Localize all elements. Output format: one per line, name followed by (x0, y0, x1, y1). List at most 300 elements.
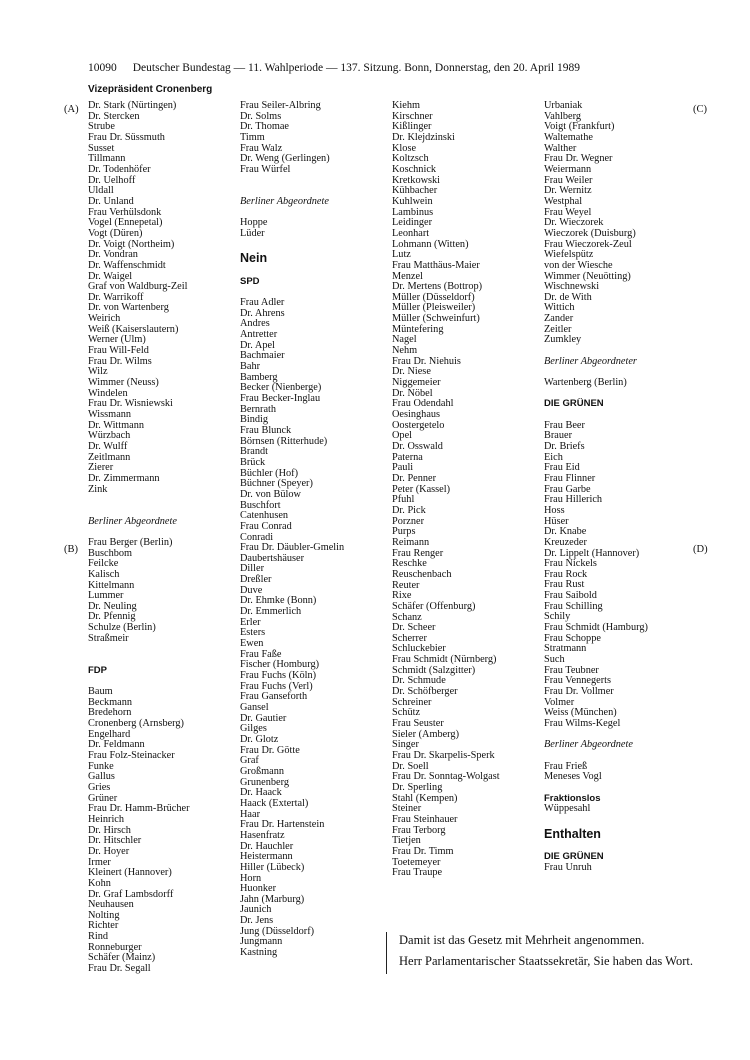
margin-marker-c: (C) (693, 104, 707, 115)
member-name: Eich (544, 451, 563, 463)
member-name: Wiefelspütz (544, 249, 594, 261)
member-name: Kreuzeder (544, 536, 587, 548)
member-name: Zeitler (544, 323, 572, 335)
nein-heading: Nein (240, 251, 268, 266)
member-name: Dr. Schmude (392, 675, 446, 687)
member-name: Dr. Vondran (88, 249, 138, 261)
member-name: Koltzsch (392, 153, 429, 165)
member-name: Niggemeier (392, 377, 441, 389)
member-name: Vogel (Ennepetal) (88, 217, 163, 229)
member-name: Zander (544, 313, 574, 325)
member-name: Schreiner (392, 696, 432, 708)
member-name: Diller (240, 563, 265, 575)
member-name: Steiner (392, 803, 422, 815)
column-2 (240, 101, 344, 959)
member-name: Frau Unruh (544, 861, 592, 873)
member-name: Frau Adler (240, 297, 285, 309)
member-name: Kuhlwein (392, 195, 433, 207)
member-name: Dr. Wittmann (88, 419, 145, 431)
member-name: Müntefering (392, 323, 444, 335)
member-name: Hüser (544, 515, 569, 527)
member-name: Frau Dr. Hartenstein (240, 819, 325, 831)
member-name: Wittich (544, 302, 575, 314)
member-name: Gilges (240, 723, 267, 735)
member-name: Lutz (392, 249, 411, 261)
member-name: Bamberg (240, 371, 278, 383)
member-name: Dr. Osswald (392, 441, 443, 452)
member-name: Jaunich (240, 904, 272, 916)
member-name: Frau Flinner (544, 472, 596, 484)
member-name: Kiehm (392, 100, 421, 111)
member-name: Dr. Wieczorek (544, 217, 604, 229)
member-name: Dr. Schöfberger (392, 686, 458, 698)
member-name: von der Wiesche (544, 259, 613, 271)
member-name: Frau Walz (240, 142, 283, 154)
cdu-names-list (88, 101, 190, 495)
member-name: Duve (240, 584, 263, 596)
member-name: Frau Seiler-Albring (240, 100, 321, 111)
member-name: Heinrich (88, 813, 125, 825)
member-name: Müller (Düsseldorf) (392, 291, 475, 303)
member-name: Hiller (Lübeck) (240, 861, 305, 873)
member-name: Frau Dr. Skarpelis-Sperk (392, 750, 495, 762)
member-name: Richter (88, 920, 119, 932)
member-name: Kirschner (392, 110, 433, 122)
member-name: Dr. Nöbel (392, 387, 433, 399)
member-name: Dr. Knabe (544, 526, 587, 538)
member-name: Ronneburger (88, 941, 142, 953)
member-name: Schluckebier (392, 643, 446, 655)
member-name: Frau Dr. Sonntag-Wolgast (392, 771, 500, 783)
member-name: Weiermann (544, 163, 592, 175)
member-name: Frau Fuchs (Köln) (240, 670, 317, 682)
body-text (386, 932, 699, 974)
member-name: Cronenberg (Arnsberg) (88, 718, 184, 729)
member-name: Frau Nickels (544, 558, 597, 570)
member-name: Singer (392, 739, 419, 751)
member-name: Feilcke (88, 558, 119, 570)
member-name: Vogt (Düren) (88, 227, 143, 239)
member-name: Dr. Gautier (240, 712, 287, 724)
member-name: Lummer (88, 590, 124, 602)
member-name: Wüppesahl (544, 803, 591, 815)
member-name: Hoss (544, 504, 565, 516)
spd-names-list (240, 298, 344, 959)
member-name: Stahl (Kempen) (392, 792, 458, 804)
member-name: Schulze (Berlin) (88, 622, 156, 634)
member-name: Ewen (240, 638, 264, 650)
member-name: Bredehorn (88, 707, 132, 719)
member-name: Dr. Hoyer (88, 845, 130, 857)
member-name: Bahr (240, 361, 261, 373)
member-name: Büchner (Speyer) (240, 478, 313, 490)
member-name: Frau Schilling (544, 600, 603, 612)
member-name: Schmidt (Salzgitter) (392, 664, 476, 676)
member-name: Werner (Ulm) (88, 334, 146, 346)
member-name: Frau Traupe (392, 867, 443, 879)
member-name: Dr. Weng (Gerlingen) (240, 153, 330, 165)
member-name: Nagel (392, 334, 417, 346)
berlin-names-list-2 (544, 762, 648, 783)
berlin-names-list (88, 538, 190, 645)
member-name: Porzner (392, 515, 425, 527)
body-paragraph-2: Herr Parlamentarischer Staatssekretär, Sie haben das Wort. (399, 954, 693, 968)
member-name: Lohmann (Witten) (392, 238, 469, 250)
member-name: Purps (392, 526, 416, 538)
member-name: Frau Dr. Süssmuth (88, 131, 165, 143)
member-name: Antretter (240, 329, 278, 341)
member-name: Dr. Graf Lambsdorff (88, 888, 174, 900)
member-name: Menzel (392, 270, 423, 282)
member-name: Opel (392, 430, 413, 442)
gruene-heading: DIE GRÜNEN (544, 398, 604, 410)
member-name: Dr. Niese (392, 366, 431, 378)
member-name: Brandt (240, 446, 269, 458)
member-name: Jungmann (240, 936, 283, 948)
member-name: Tillmann (88, 153, 126, 165)
fraktionslos-names-list (544, 804, 648, 815)
member-name: Lüder (240, 227, 265, 239)
member-name: Kohn (88, 877, 111, 889)
member-name: Susset (88, 142, 115, 154)
member-name: Urbaniak (544, 100, 583, 111)
member-name: Daubertshäuser (240, 552, 305, 564)
member-name: Beckmann (88, 696, 133, 708)
member-name: Frau Fuchs (Verl) (240, 680, 313, 692)
member-name: Grüner (88, 792, 118, 804)
member-name: Klose (392, 142, 417, 154)
member-name: Frau Wilms-Kegel (544, 718, 621, 729)
member-name: Dr. Stark (Nürtingen) (88, 100, 177, 111)
margin-marker-d: (D) (693, 544, 708, 555)
member-name: Leonhart (392, 227, 430, 239)
member-name: Frau Ganseforth (240, 691, 308, 703)
member-name: Frau Weyel (544, 206, 592, 218)
member-name: Reimann (392, 536, 430, 548)
member-name: Frau Dr. Niehuis (392, 355, 461, 367)
member-name: Frau Weiler (544, 174, 593, 186)
member-name: Dr. Solms (240, 110, 282, 122)
member-name: Dr. Mertens (Bottrop) (392, 281, 483, 293)
member-name: Frau Blunck (240, 424, 292, 436)
member-name: Heistermann (240, 851, 293, 863)
member-name: Frau Vennegerts (544, 675, 612, 687)
member-name: Timm (240, 131, 265, 143)
member-name: Kühbacher (392, 185, 438, 197)
member-name: Frau Schmidt (Hamburg) (544, 622, 648, 634)
member-name: Waltemathe (544, 131, 593, 143)
member-name: Frau Berger (Berlin) (88, 536, 173, 548)
member-name: Zink (88, 483, 108, 495)
member-name: Pauli (392, 462, 414, 474)
member-name: Toetemeyer (392, 856, 441, 868)
member-name: Müller (Schweinfurt) (392, 313, 480, 325)
member-name: Andres (240, 318, 270, 330)
gruene-names-list (544, 421, 648, 730)
member-name: Frau Saibold (544, 590, 597, 602)
member-name: Windelen (88, 387, 128, 399)
member-name: Vahlberg (544, 110, 581, 122)
margin-marker-b: (B) (64, 544, 78, 555)
member-name: Frau Conrad (240, 520, 292, 532)
member-name: Catenhusen (240, 510, 289, 522)
member-name: Frau Becker-Inglau (240, 392, 321, 404)
member-name: Uldall (88, 185, 114, 197)
member-name: Frau Odendahl (392, 398, 454, 410)
member-name: Wimmer (Neuss) (88, 377, 159, 389)
member-name: Horn (240, 872, 262, 884)
member-name: Dr. Jens (240, 915, 274, 927)
member-name: Engelhard (88, 728, 131, 740)
member-name: Dr. Glotz (240, 733, 279, 745)
member-name: Frau Dr. Wilms (88, 355, 152, 367)
member-name: Kittelmann (88, 579, 135, 591)
member-name: Frau Hillerich (544, 494, 603, 506)
berliner-abgeordnete-label: Berliner Abgeordnete (88, 515, 177, 527)
member-name: Fischer (Homburg) (240, 659, 320, 671)
member-name: Kastning (240, 947, 278, 959)
member-name: Schanz (392, 611, 422, 623)
member-name: Buschfort (240, 499, 281, 511)
member-name: Börnsen (Ritterhude) (240, 435, 328, 447)
member-name: Dr. Lippelt (Hannover) (544, 547, 640, 559)
member-name: Koschnick (392, 163, 437, 175)
member-name: Reschke (392, 558, 427, 570)
member-name: Kißlinger (392, 121, 432, 133)
member-name: Frau Frieß (544, 760, 588, 772)
member-name: Baum (88, 686, 113, 698)
member-name: Dr. Neuling (88, 600, 137, 612)
member-name: Dr. Warrikoff (88, 291, 144, 303)
member-name: Frau Dr. Däubler-Gmelin (240, 542, 345, 554)
member-name: Brück (240, 456, 266, 468)
member-name: Dr. Feldmann (88, 739, 145, 751)
member-name: Gallus (88, 771, 115, 783)
member-name: Haar (240, 808, 261, 820)
berliner-abgeordnete-label-2: Berliner Abgeordnete (544, 739, 633, 751)
member-name: Haack (Extertal) (240, 797, 309, 809)
member-name: Zumkley (544, 334, 582, 346)
member-name: Dr. de With (544, 291, 592, 303)
enthalten-heading: Enthalten (544, 826, 601, 841)
speaker-heading: Vizepräsident Cronenberg (88, 84, 213, 95)
member-name: Dr. Hauchler (240, 840, 294, 852)
member-name: Leidinger (392, 217, 433, 229)
member-name: Esters (240, 627, 266, 639)
member-name: Schily (544, 611, 571, 623)
member-name: Frau Dr. Segall (88, 963, 151, 975)
member-name: Becker (Nienberge) (240, 382, 322, 394)
member-name: Nehm (392, 345, 418, 357)
member-name: Lambinus (392, 206, 434, 218)
margin-marker-a: (A) (64, 104, 79, 115)
fdp-names-list-cont (240, 101, 344, 176)
member-name: Dr. Wulff (88, 441, 128, 452)
gruene-heading-2: DIE GRÜNEN (544, 851, 604, 863)
member-name: Peter (Kassel) (392, 483, 451, 495)
member-name: Schütz (392, 707, 421, 719)
member-name: Frau Dr. Götte (240, 744, 300, 756)
berlin-names-list (544, 378, 648, 389)
member-name: Großmann (240, 765, 285, 777)
member-name: Frau Beer (544, 419, 585, 431)
member-name: Frau Schoppe (544, 632, 601, 644)
member-name: Hasenfratz (240, 829, 285, 841)
member-name: Rind (88, 931, 109, 943)
member-name: Dr. Hitschler (88, 835, 142, 847)
member-name: Weiss (München) (544, 707, 617, 719)
member-name: Dr. Waffenschmidt (88, 259, 166, 271)
member-name: Oesinghaus (392, 409, 441, 421)
member-name: Neuhausen (88, 899, 134, 911)
member-name: Graf von Waldburg-Zeil (88, 281, 188, 293)
member-name: Oostergetelo (392, 419, 445, 431)
berliner-abgeordnete-label: Berliner Abgeordnete (240, 195, 329, 207)
member-name: Dr. Emmerlich (240, 606, 302, 618)
member-name: Grunenberg (240, 776, 289, 788)
member-name: Dr. Ehmke (Bonn) (240, 595, 317, 607)
member-name: Volmer (544, 696, 575, 708)
spd-names-list-end (544, 101, 648, 346)
member-name: Wischnewski (544, 281, 600, 293)
spd-names-list-cont (392, 101, 500, 879)
member-name: Graf (240, 755, 259, 767)
member-name: Bernrath (240, 403, 277, 415)
member-name: Straßmeir (88, 632, 129, 644)
member-name: Walther (544, 142, 577, 154)
member-name: Zeitlmann (88, 451, 131, 463)
member-name: Funke (88, 760, 114, 772)
member-name: Gansel (240, 702, 269, 714)
member-name: Dr. Uelhoff (88, 174, 136, 186)
member-name: Tietjen (392, 835, 421, 847)
member-name: Frau Teubner (544, 664, 599, 676)
member-name: Bindig (240, 414, 269, 426)
member-name: Dr. Hirsch (88, 824, 131, 836)
column-3 (392, 101, 500, 879)
member-name: Brauer (544, 430, 573, 442)
member-name: Such (544, 654, 565, 666)
member-name: Erler (240, 616, 261, 628)
member-name: Dr. Stercken (88, 110, 140, 122)
member-name: Sieler (Amberg) (392, 728, 460, 740)
member-name: Schäfer (Mainz) (88, 952, 156, 964)
berliner-abgeordneter-label: Berliner Abgeordneter (544, 355, 637, 367)
member-name: Weiß (Kaiserslautern) (88, 323, 179, 335)
page-number: 10090 (88, 62, 117, 74)
member-name: Voigt (Frankfurt) (544, 121, 615, 133)
member-name: Weirich (88, 313, 121, 325)
member-name: Reuter (392, 579, 420, 591)
member-name: Frau Wieczorek-Zeul (544, 238, 632, 250)
member-name: Stratmann (544, 643, 587, 655)
member-name: Gries (88, 781, 111, 793)
member-name: Dr. Pfennig (88, 611, 136, 623)
fraktionslos-heading: Fraktionslos (544, 792, 601, 804)
member-name: Dr. Voigt (Northeim) (88, 238, 175, 250)
member-name: Frau Würfel (240, 163, 291, 175)
member-name: Jung (Düsseldorf) (240, 925, 315, 937)
member-name: Frau Matthäus-Maier (392, 259, 480, 271)
member-name: Dr. Klejdzinski (392, 131, 455, 143)
member-name: Würzbach (88, 430, 131, 442)
member-name: Frau Seuster (392, 718, 444, 730)
member-name: Frau Rock (544, 568, 588, 580)
member-name: Dr. Ahrens (240, 307, 285, 319)
member-name: Kalisch (88, 568, 120, 580)
member-name: Müller (Pleisweiler) (392, 302, 476, 314)
member-name: Irmer (88, 856, 111, 868)
member-name: Dr. Haack (240, 787, 282, 799)
member-name: Dr. Soell (392, 760, 429, 772)
member-name: Dr. Apel (240, 339, 275, 351)
member-name: Frau Dr. Timm (392, 845, 454, 857)
member-name: Jahn (Marburg) (240, 893, 305, 905)
member-name: Frau Eid (544, 462, 580, 474)
fdp-heading: FDP (88, 664, 107, 676)
member-name: Frau Terborg (392, 824, 446, 836)
member-name: Frau Dr. Vollmer (544, 686, 614, 698)
member-name: Dr. von Wartenberg (88, 302, 169, 314)
member-name: Paterna (392, 451, 423, 463)
running-title: Deutscher Bundestag — 11. Wahlperiode — 137. Sitzung. Bonn, Donnerstag, den 20. April 1989 (132, 62, 580, 74)
spd-heading: SPD (240, 275, 260, 287)
member-name: Bachmaier (240, 350, 285, 362)
member-name: Wieczorek (Duisburg) (544, 227, 636, 239)
member-name: Frau Faße (240, 648, 282, 660)
member-name: Frau Schmidt (Nürnberg) (392, 654, 497, 666)
member-name: Nolting (88, 909, 120, 921)
member-name: Dr. Waigel (88, 270, 133, 282)
member-name: Pfuhl (392, 494, 415, 506)
member-name: Scherrer (392, 632, 427, 644)
gruene-names-list-2 (544, 863, 648, 874)
member-name: Frau Garbe (544, 483, 591, 495)
member-name: Frau Renger (392, 547, 444, 559)
member-name: Dr. von Bülow (240, 488, 301, 500)
member-name: Frau Verhülsdonk (88, 206, 162, 218)
body-paragraph-1: Damit ist das Gesetz mit Mehrheit angenommen. (399, 933, 645, 947)
column-4 (544, 101, 648, 873)
member-name: Wartenberg (Berlin) (544, 377, 627, 389)
member-name: Rixe (392, 590, 412, 602)
member-name: Wissmann (88, 409, 132, 421)
fdp-names-list (88, 687, 190, 975)
member-name: Conradi (240, 531, 274, 543)
member-name: Westphal (544, 195, 583, 207)
member-name: Kretkowski (392, 174, 441, 186)
member-name: Dr. Todenhöfer (88, 163, 151, 175)
member-name: Büchler (Hof) (240, 467, 299, 479)
member-name: Hoppe (240, 217, 268, 229)
member-name: Frau Dr. Wegner (544, 153, 613, 165)
member-name: Frau Folz-Steinacker (88, 749, 175, 761)
member-name: Buschbom (88, 547, 133, 559)
member-name: Wilz (88, 366, 108, 378)
member-name: Frau Steinhauer (392, 813, 458, 825)
member-name: Frau Dr. Wisniewski (88, 398, 173, 410)
member-name: Reuschenbach (392, 568, 452, 580)
member-name: Dr. Wernitz (544, 185, 592, 197)
member-name: Dr. Penner (392, 472, 437, 484)
column-1 (88, 101, 190, 975)
member-name: Dr. Briefs (544, 440, 585, 452)
member-name: Frau Will-Feld (88, 345, 149, 357)
member-name: Meneses Vogl (544, 771, 602, 783)
member-name: Dr. Unland (88, 195, 134, 207)
member-name: Schäfer (Offenburg) (392, 600, 476, 612)
member-name: Zierer (88, 462, 114, 474)
